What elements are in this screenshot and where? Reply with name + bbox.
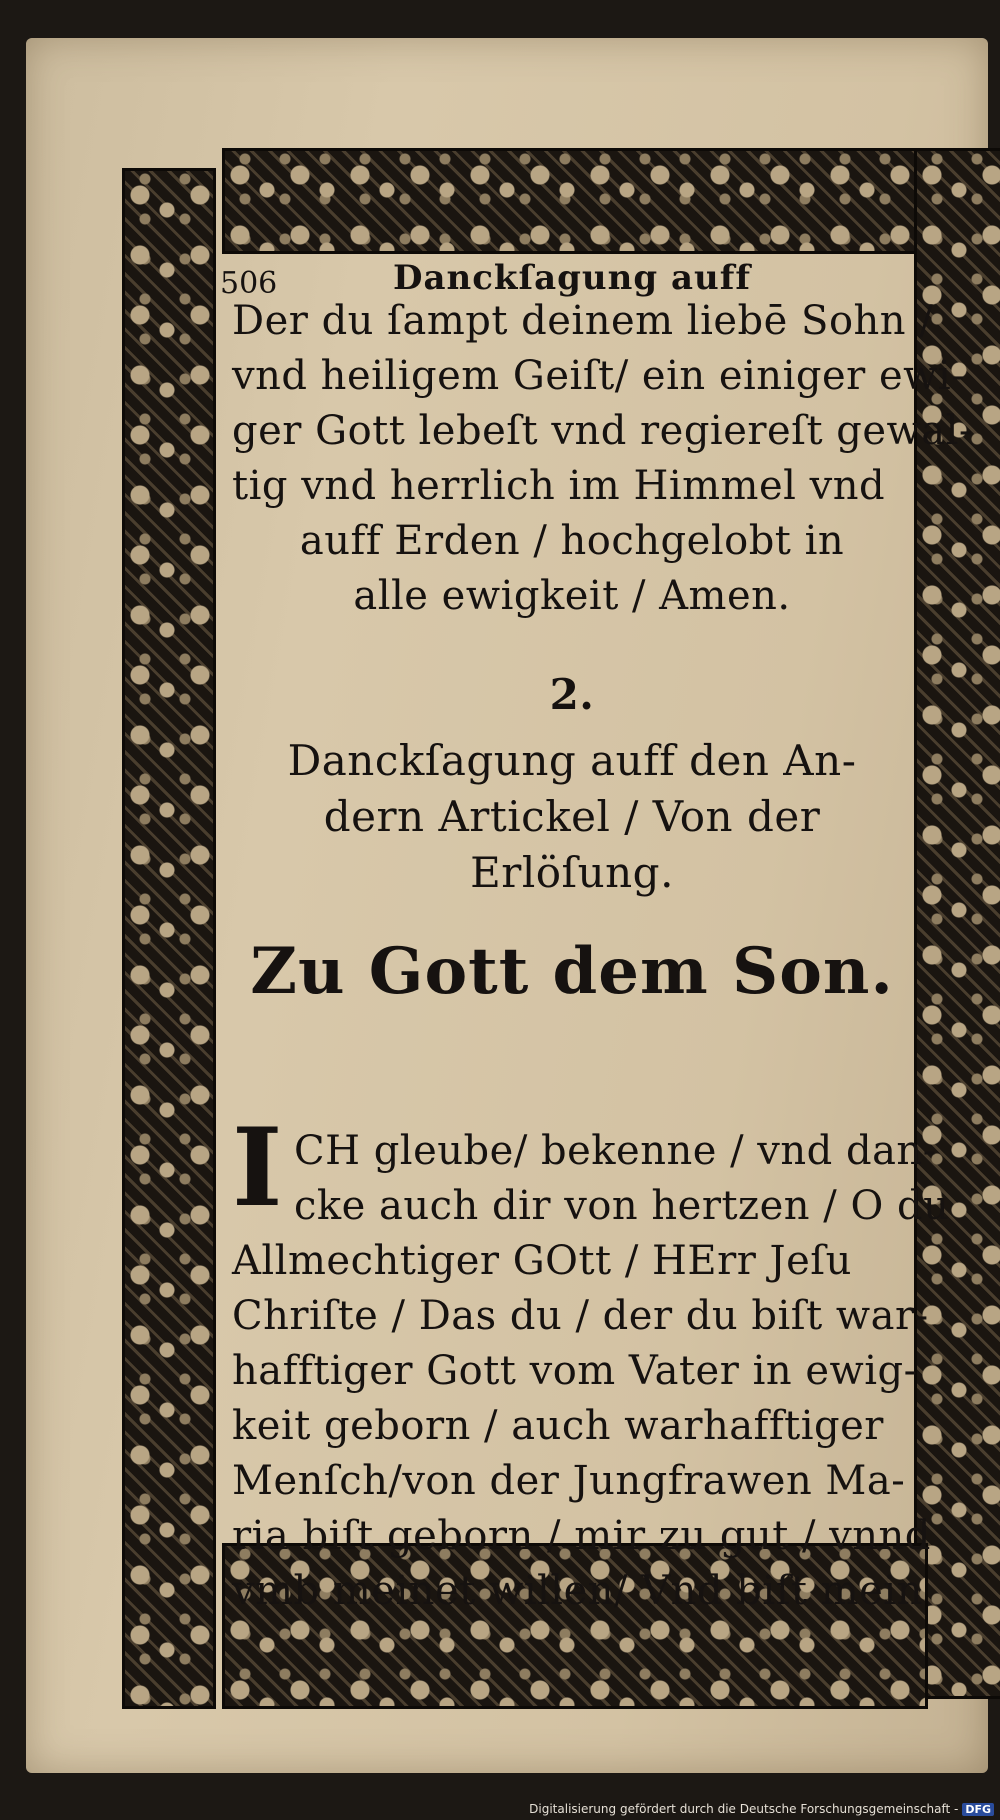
section-number: 2. xyxy=(549,670,595,719)
section-title: Zu Gott dem Son. xyxy=(250,934,894,1009)
body-line: vmb meinet willen/ Vnd biſt mein xyxy=(232,1568,923,1614)
prayer-line: tig vnd herrlich im Himmel vnd xyxy=(232,463,886,509)
section-heading-line: dern Artickel / Von der xyxy=(323,792,821,841)
body-line: hafftiger Gott vom Vater in ewig- xyxy=(232,1348,918,1394)
book-page xyxy=(26,38,988,1773)
drop-cap: I xyxy=(232,1105,283,1231)
prayer-line: vnd heiligem Geiſt/ ein einiger ewi- xyxy=(232,353,966,399)
ornament-border-left xyxy=(122,168,216,1709)
prayer-line: alle ewigkeit / Amen. xyxy=(353,573,791,619)
body-line: cke auch dir von hertzen / O du xyxy=(294,1183,950,1229)
section-heading-line: Danckſagung auff den An- xyxy=(287,736,857,785)
body-line: Menſch/von der Jungfrawen Ma- xyxy=(232,1458,906,1504)
ornament-border-top xyxy=(222,148,918,254)
body-line: ria biſt geborn / mir zu gut / vnnd xyxy=(232,1513,931,1559)
digitization-credit xyxy=(529,1800,994,1818)
body-line: keit geborn / auch warhafftiger xyxy=(232,1403,884,1449)
prayer-line: auff Erden / hochgelobt in xyxy=(299,518,845,564)
woodcut-frame xyxy=(122,148,1000,1703)
prayer-line: ger Gott lebeſt vnd regiereſt gewal- xyxy=(232,408,973,454)
dfg-logo: DFG xyxy=(962,1803,994,1816)
page-number: 506 xyxy=(220,266,278,301)
page-header xyxy=(220,258,912,301)
credit-text: Digitalisierung gefördert durch die Deutsche Forschungsgemeinschaft - xyxy=(529,1802,959,1816)
prayer-line: Der du ſampt deinem liebē Sohn / xyxy=(232,298,934,344)
body-line: Chriſte / Das du / der du biſt war- xyxy=(232,1293,929,1339)
running-head: Danckſagung auff xyxy=(393,258,751,298)
body-line: Allmechtiger GOtt / HErr Jeſu xyxy=(232,1238,852,1284)
section-heading-line: Erlöſung. xyxy=(470,848,674,897)
text-block xyxy=(220,258,973,1614)
body-line: CH gleube/ bekenne / vnd dan- xyxy=(294,1128,937,1174)
